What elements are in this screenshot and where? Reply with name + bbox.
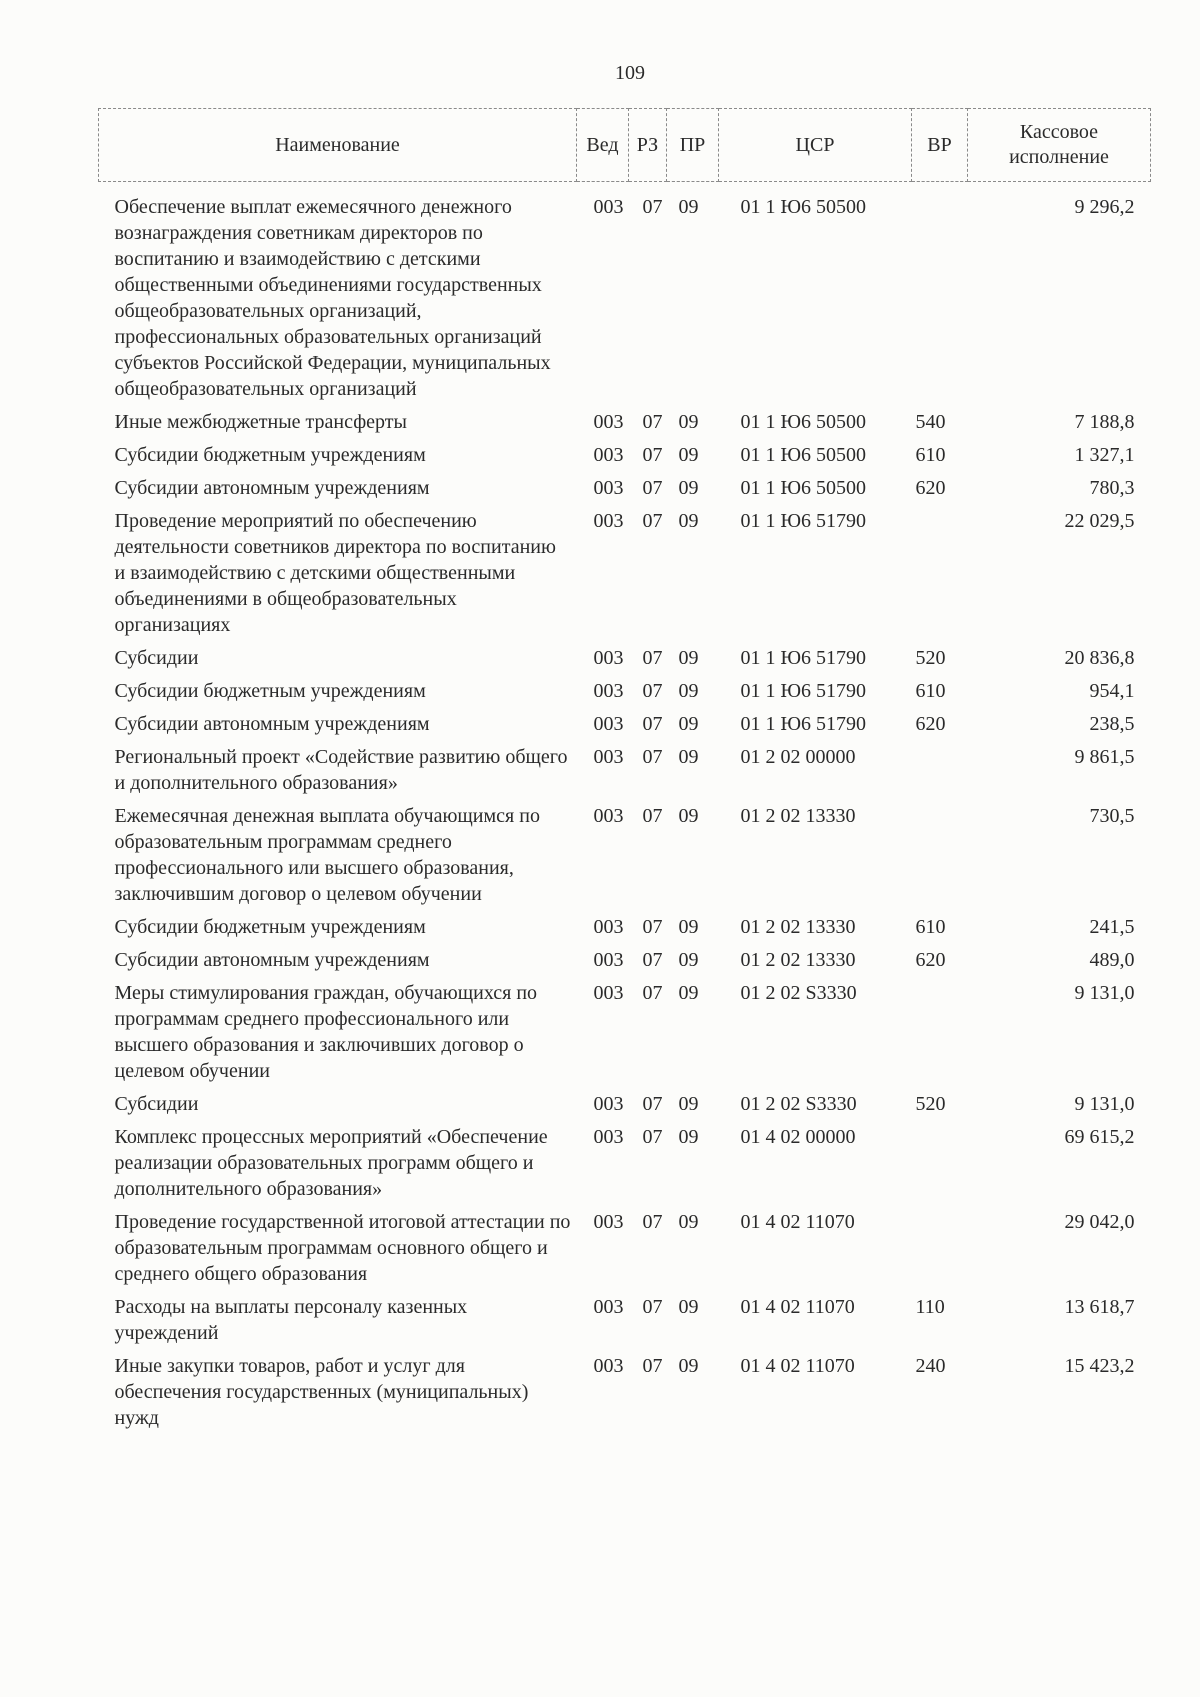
cell-vr xyxy=(912,741,968,800)
cell-amount: 9 296,2 xyxy=(1074,196,1135,218)
header-rz: РЗ xyxy=(629,109,667,182)
cell-pr: 09 xyxy=(678,1296,699,1318)
cell-name: Обеспечение выплат ежемесячного денежного вознаграждения советникам директоров по воспитанию и взаимодействию с детскими общественными объединениями государственных общеобразовательных организаций, профессиональных образовательных организаций субъектов Российской Федерации, муниципальных общеобразовательных организаций xyxy=(114,196,551,400)
cell-vr xyxy=(912,182,968,407)
cell-name: Субсидии бюджетным учреждениям xyxy=(114,444,426,466)
table-body xyxy=(99,182,1151,1436)
cell-csr: 01 2 02 13330 xyxy=(740,949,856,971)
cell-csr: 01 1 Ю6 51790 xyxy=(740,713,867,735)
cell-pr: 09 xyxy=(678,647,699,669)
table-row xyxy=(99,406,1151,439)
cell-vr: 620 xyxy=(915,477,946,499)
cell-csr: 01 4 02 11070 xyxy=(740,1211,855,1233)
cell-rz: 07 xyxy=(642,196,663,218)
header-amount: Кассовое исполнение xyxy=(968,109,1151,182)
cell-amount: 238,5 xyxy=(1089,713,1135,735)
table-row xyxy=(99,800,1151,911)
cell-amount: 7 188,8 xyxy=(1074,411,1135,433)
table-row xyxy=(99,1291,1151,1350)
table-row xyxy=(99,1088,1151,1121)
cell-rz: 07 xyxy=(642,444,663,466)
table-row xyxy=(99,911,1151,944)
cell-pr: 09 xyxy=(678,746,699,768)
cell-ved: 003 xyxy=(593,444,624,466)
cell-csr: 01 4 02 11070 xyxy=(740,1296,855,1318)
cell-vr xyxy=(912,1121,968,1206)
cell-rz: 07 xyxy=(642,805,663,827)
cell-pr: 09 xyxy=(678,680,699,702)
cell-vr: 240 xyxy=(915,1355,946,1377)
cell-pr: 09 xyxy=(678,805,699,827)
cell-csr: 01 1 Ю6 51790 xyxy=(740,510,867,532)
cell-csr: 01 2 02 00000 xyxy=(740,746,856,768)
cell-name: Иные закупки товаров, работ и услуг для обеспечения государственных (муниципальных) нужд xyxy=(114,1355,529,1429)
cell-amount: 22 029,5 xyxy=(1064,510,1135,532)
cell-vr xyxy=(912,977,968,1088)
cell-rz: 07 xyxy=(642,982,663,1004)
cell-rz: 07 xyxy=(642,713,663,735)
cell-vr: 110 xyxy=(915,1296,945,1318)
cell-amount: 13 618,7 xyxy=(1064,1296,1135,1318)
cell-ved: 003 xyxy=(593,746,624,768)
budget-table xyxy=(98,108,1151,1435)
cell-rz: 07 xyxy=(642,680,663,702)
cell-vr: 520 xyxy=(915,1093,946,1115)
cell-name: Субсидии бюджетным учреждениям xyxy=(114,680,426,702)
table-row xyxy=(99,675,1151,708)
cell-vr xyxy=(912,800,968,911)
table-row xyxy=(99,944,1151,977)
table-row xyxy=(99,642,1151,675)
header-name: Наименование xyxy=(99,109,577,182)
cell-ved: 003 xyxy=(593,1211,624,1233)
cell-pr: 09 xyxy=(678,1093,699,1115)
cell-ved: 003 xyxy=(593,1355,624,1377)
cell-rz: 07 xyxy=(642,647,663,669)
cell-amount: 9 861,5 xyxy=(1074,746,1135,768)
table-row xyxy=(99,1350,1151,1435)
cell-vr: 620 xyxy=(915,949,946,971)
cell-pr: 09 xyxy=(678,916,699,938)
cell-rz: 07 xyxy=(642,1296,663,1318)
cell-pr: 09 xyxy=(678,411,699,433)
cell-amount: 954,1 xyxy=(1089,680,1135,702)
cell-csr: 01 2 02 S3330 xyxy=(740,1093,857,1115)
table-row xyxy=(99,977,1151,1088)
cell-csr: 01 1 Ю6 50500 xyxy=(740,477,867,499)
cell-amount: 780,3 xyxy=(1089,477,1135,499)
cell-vr: 610 xyxy=(915,916,946,938)
cell-ved: 003 xyxy=(593,680,624,702)
cell-name: Субсидии бюджетным учреждениям xyxy=(114,916,426,938)
cell-vr: 610 xyxy=(915,444,946,466)
cell-name: Субсидии xyxy=(114,647,199,669)
cell-pr: 09 xyxy=(678,949,699,971)
cell-csr: 01 1 Ю6 50500 xyxy=(740,196,867,218)
cell-vr: 540 xyxy=(915,411,946,433)
cell-csr: 01 1 Ю6 50500 xyxy=(740,444,867,466)
cell-pr: 09 xyxy=(678,1126,699,1148)
cell-csr: 01 2 02 13330 xyxy=(740,805,856,827)
cell-amount: 20 836,8 xyxy=(1064,647,1135,669)
cell-vr: 610 xyxy=(915,680,946,702)
cell-rz: 07 xyxy=(642,1093,663,1115)
cell-rz: 07 xyxy=(642,1126,663,1148)
cell-ved: 003 xyxy=(593,949,624,971)
cell-pr: 09 xyxy=(678,1355,699,1377)
table-header-row xyxy=(99,109,1151,182)
cell-name: Ежемесячная денежная выплата обучающимся по образовательным программам среднего профессионального или высшего образования, заключившим договор о целевом обучении xyxy=(114,805,540,905)
header-vr: ВР xyxy=(912,109,968,182)
table-row xyxy=(99,1206,1151,1291)
cell-pr: 09 xyxy=(678,510,699,532)
cell-vr: 520 xyxy=(915,647,946,669)
table-row xyxy=(99,182,1151,407)
cell-rz: 07 xyxy=(642,1355,663,1377)
header-csr: ЦСР xyxy=(719,109,912,182)
cell-rz: 07 xyxy=(642,916,663,938)
cell-rz: 07 xyxy=(642,510,663,532)
table-row xyxy=(99,505,1151,642)
cell-ved: 003 xyxy=(593,1296,624,1318)
page-number: 109 xyxy=(615,62,645,84)
cell-amount: 9 131,0 xyxy=(1074,1093,1135,1115)
cell-csr: 01 2 02 13330 xyxy=(740,916,856,938)
cell-amount: 9 131,0 xyxy=(1074,982,1135,1004)
cell-name: Субсидии xyxy=(114,1093,199,1115)
cell-amount: 69 615,2 xyxy=(1064,1126,1135,1148)
cell-name: Проведение государственной итоговой аттестации по образовательным программам основного общего и среднего общего образования xyxy=(114,1211,571,1285)
header-ved: Вед xyxy=(577,109,629,182)
cell-ved: 003 xyxy=(593,411,624,433)
cell-amount: 241,5 xyxy=(1089,916,1135,938)
cell-name: Расходы на выплаты персоналу казенных учреждений xyxy=(114,1296,468,1344)
cell-rz: 07 xyxy=(642,1211,663,1233)
cell-vr xyxy=(912,1206,968,1291)
table-row xyxy=(99,439,1151,472)
cell-amount: 1 327,1 xyxy=(1074,444,1135,466)
cell-ved: 003 xyxy=(593,647,624,669)
cell-ved: 003 xyxy=(593,1126,624,1148)
cell-ved: 003 xyxy=(593,196,624,218)
cell-vr xyxy=(912,505,968,642)
cell-name: Меры стимулирования граждан, обучающихся по программам среднего профессионального или высшего образования и заключивших договор о целевом обучении xyxy=(114,982,538,1082)
cell-name: Иные межбюджетные трансферты xyxy=(114,411,407,433)
cell-csr: 01 4 02 00000 xyxy=(740,1126,856,1148)
cell-pr: 09 xyxy=(678,196,699,218)
table-row xyxy=(99,708,1151,741)
cell-pr: 09 xyxy=(678,1211,699,1233)
cell-csr: 01 4 02 11070 xyxy=(740,1355,855,1377)
cell-name: Субсидии автономным учреждениям xyxy=(114,477,430,499)
cell-csr: 01 1 Ю6 50500 xyxy=(740,411,867,433)
cell-ved: 003 xyxy=(593,916,624,938)
cell-pr: 09 xyxy=(678,982,699,1004)
cell-amount: 15 423,2 xyxy=(1064,1355,1135,1377)
cell-name: Проведение мероприятий по обеспечению деятельности советников директора по воспитанию и взаимодействию с детскими общественными объединениями в общеобразовательных организациях xyxy=(114,510,556,636)
cell-ved: 003 xyxy=(593,713,624,735)
cell-pr: 09 xyxy=(678,713,699,735)
cell-ved: 003 xyxy=(593,1093,624,1115)
cell-vr: 620 xyxy=(915,713,946,735)
cell-name: Субсидии автономным учреждениям xyxy=(114,949,430,971)
cell-name: Субсидии автономным учреждениям xyxy=(114,713,430,735)
cell-rz: 07 xyxy=(642,949,663,971)
cell-csr: 01 2 02 S3330 xyxy=(740,982,857,1004)
cell-ved: 003 xyxy=(593,477,624,499)
cell-rz: 07 xyxy=(642,411,663,433)
cell-name: Региональный проект «Содействие развитию общего и дополнительного образования» xyxy=(114,746,568,794)
cell-amount: 29 042,0 xyxy=(1064,1211,1135,1233)
cell-csr: 01 1 Ю6 51790 xyxy=(740,680,867,702)
table-row xyxy=(99,472,1151,505)
cell-rz: 07 xyxy=(642,477,663,499)
table-row xyxy=(99,1121,1151,1206)
cell-pr: 09 xyxy=(678,477,699,499)
table-row xyxy=(99,741,1151,800)
cell-ved: 003 xyxy=(593,982,624,1004)
cell-name: Комплекс процессных мероприятий «Обеспечение реализации образовательных программ общего и дополнительного образования» xyxy=(114,1126,548,1200)
cell-ved: 003 xyxy=(593,805,624,827)
cell-amount: 730,5 xyxy=(1089,805,1135,827)
cell-ved: 003 xyxy=(593,510,624,532)
header-pr: ПР xyxy=(667,109,719,182)
cell-amount: 489,0 xyxy=(1089,949,1135,971)
cell-csr: 01 1 Ю6 51790 xyxy=(740,647,867,669)
cell-rz: 07 xyxy=(642,746,663,768)
cell-pr: 09 xyxy=(678,444,699,466)
